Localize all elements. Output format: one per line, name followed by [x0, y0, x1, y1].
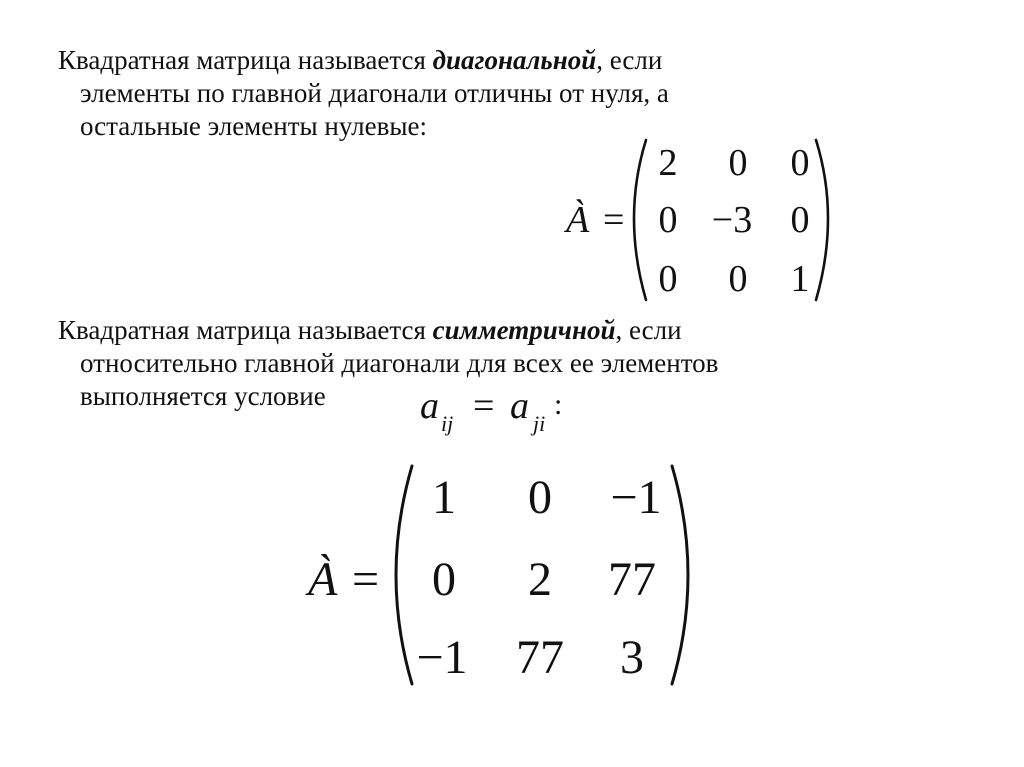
condition-rhs-base: a: [510, 385, 529, 427]
diagonal-matrix-cell-0-2: 0: [790, 142, 810, 184]
diagonal-term: диагональной: [432, 45, 597, 75]
diagonal-matrix-cells: [659, 142, 810, 300]
diagonal-matrix-cell-0-0: 2: [658, 142, 678, 184]
diagonal-matrix-cell-1-0: 0: [658, 199, 678, 241]
symmetric-term: симметричной: [432, 315, 616, 345]
condition-lhs-subscript: ij: [441, 411, 454, 436]
symmetric-matrix-cell-2-1: 77: [516, 631, 564, 684]
condition-colon: :: [554, 388, 563, 421]
symmetric-matrix-cell-1-0: 0: [432, 553, 456, 606]
diagonal-matrix-cell-0-1: 0: [728, 142, 748, 184]
diagonal-matrix-cell-2-2: 1: [790, 258, 810, 300]
symmetric-matrix-right-paren: [672, 466, 688, 684]
diagonal-matrix-cell-2-1: 0: [728, 258, 748, 300]
symmetric-definition-line-3: выполняется условие: [80, 381, 326, 411]
symmetric-matrix-cell-1-2: 77: [608, 553, 656, 606]
symmetric-definition-text-after: , если: [615, 315, 682, 345]
diagonal-definition-text-before: Квадратная матрица называется: [58, 45, 433, 75]
symmetry-condition: [420, 385, 562, 436]
diagonal-definition-line-2: элементы по главной диагонали отличны от нуля, а: [80, 78, 669, 108]
symmetric-matrix-cell-0-0: 1: [432, 471, 456, 524]
symmetric-definition-text-before: Квадратная матрица называется: [58, 315, 433, 345]
diagonal-matrix-cell-1-1: −3: [711, 199, 753, 241]
diagonal-matrix-right-paren: [816, 140, 828, 300]
symmetric-matrix-cell-0-1: 0: [528, 471, 552, 524]
symmetric-matrix-cell-0-2: −1: [610, 471, 662, 524]
symmetric-matrix-cell-2-0: −1: [416, 631, 468, 684]
symmetric-matrix-cell-1-1: 2: [528, 553, 552, 606]
condition-rhs-subscript: ji: [533, 411, 546, 436]
diagonal-definition-text-after: , если: [596, 45, 663, 75]
diagonal-matrix-equals: =: [603, 199, 625, 241]
condition-equals: =: [473, 385, 495, 427]
diagonal-matrix-cell-2-0: 0: [658, 258, 678, 300]
symmetric-definition-line-2: относительно главной диагонали для всех ее элементов: [80, 348, 719, 378]
diagonal-definition-line-3: остальные элементы нулевые:: [80, 111, 427, 141]
condition-lhs-base: a: [420, 385, 439, 427]
diagonal-matrix-name: À: [566, 199, 590, 241]
symmetric-matrix-equals: =: [352, 553, 380, 606]
symmetric-matrix-left-paren: [396, 466, 412, 684]
diagonal-matrix-left-paren: [634, 140, 646, 300]
symmetric-matrix-equation: [305, 466, 688, 684]
diagonal-matrix-equation: [563, 140, 828, 300]
symmetric-matrix-cells: [416, 471, 661, 684]
diagonal-matrix-cell-1-2: 0: [790, 199, 810, 241]
symmetric-matrix-cell-2-2: 3: [620, 631, 644, 684]
symmetric-matrix-name: À: [308, 553, 338, 606]
